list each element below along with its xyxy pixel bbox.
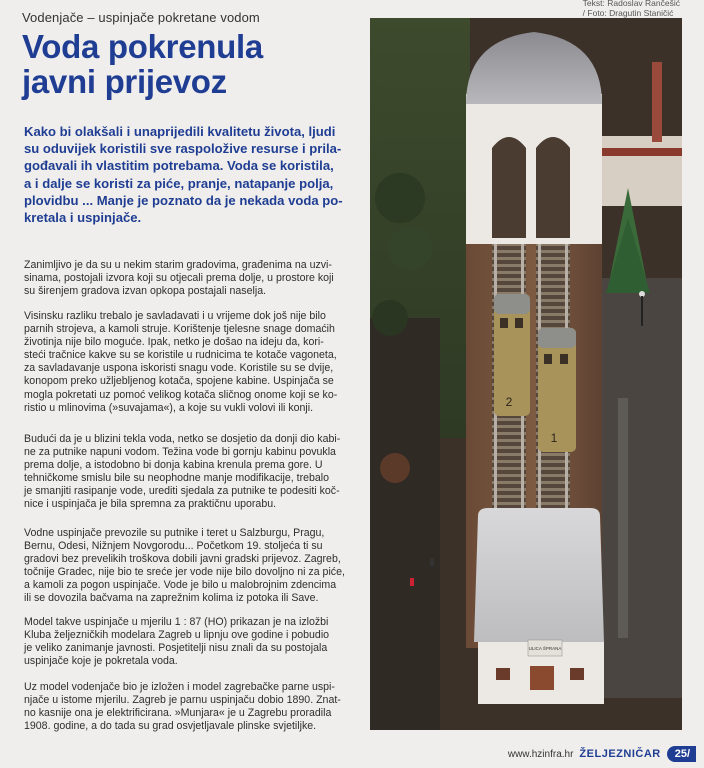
lead-line: kretala i uspinjače.: [24, 210, 142, 226]
station-window: [496, 668, 510, 680]
body-line: Kluba željezničkih modelara Zagreb u lipnju ove godine i pobudio: [24, 629, 330, 642]
upper-arch-left: [492, 137, 526, 238]
bush: [375, 173, 425, 223]
body-line: 1908. godine, a do tada su grad osvjetljavale plinske svjetiljke.: [24, 720, 317, 733]
page-number: 25/: [667, 746, 696, 762]
title-line: Voda pokrenula: [22, 28, 263, 65]
cabin-1-roof: [538, 328, 576, 348]
body-line: ili se dovozila bačvama na zaprežnim kolima iz potoka ili Save.: [24, 592, 319, 605]
body-line: uspinjače koje je pokretala voda.: [24, 655, 178, 668]
body-line: konopom preko užljebljenog kotača, spojene kabine. Uspinjača se: [24, 375, 334, 388]
credit-line: / Foto: Dragutin Staničić: [582, 8, 674, 18]
footer-url[interactable]: www.hzinfra.hr: [507, 748, 574, 760]
upper-arch-right: [536, 137, 570, 238]
magazine-name: ŽELJEZNIČAR: [579, 748, 661, 760]
title-line: javni prijevoz: [22, 63, 227, 100]
body-line: mogla pokretati uz pomoć velikog kotača sličnog onome koji se ko-: [24, 388, 338, 401]
autumn-tree: [380, 453, 410, 483]
sidewalk: [618, 398, 628, 638]
body-line: a kamoli za pogon uspinjače. Vode je bilo u malobrojnim zdencima: [24, 579, 337, 592]
cabin-window: [544, 354, 552, 364]
body-paragraph: [24, 310, 364, 415]
lower-left-ground: [370, 318, 440, 730]
body-line: za savladavanje uspona iskoristi snagu vode. Koristile su se dvije,: [24, 362, 334, 375]
kicker: Vodenjače – uspinjače pokretane vodom: [22, 10, 260, 25]
body-line: Budući da je u blizini tekla voda, netko se dosjetio da donji dio kabi-: [24, 433, 341, 445]
cabin-window: [560, 354, 568, 364]
body-line: Zanimljivo je da su u nekim starim gradovima, građenima na uzvi-: [24, 259, 332, 271]
cabin-2-number: 2: [505, 395, 513, 409]
body-paragraph: [24, 616, 364, 668]
cabin-window: [515, 318, 523, 328]
page-title: [22, 29, 362, 99]
body-line: parnih strojeva, a kamoli struje. Korištenje tjelesne snage domaćih: [24, 323, 335, 336]
body-line: Bernu, Odesi, Nižnjem Novgorodu... Početkom 19. stoljeća ti su: [24, 540, 323, 553]
cabin-window: [500, 318, 508, 328]
body-paragraph: [24, 681, 364, 733]
street-lamp-post: [641, 296, 643, 326]
lead-line: plovidbu ... Manje je poznato da je nekada voda po-: [24, 192, 343, 208]
body-line: Uz model vodenjače bio je izložen i model zagrebačke parne uspi-: [24, 681, 335, 693]
credit-line: Tekst: Radoslav Rančešić: [582, 0, 680, 8]
body-line: no kasnije ona je elektrificirana. »Munjara« je u Zagrebu proradila: [24, 707, 332, 720]
body-line: su širenjem gradova izvan opkopa postajali naselja.: [24, 285, 267, 298]
article-header: [22, 10, 362, 226]
body-line: životinja nije bilo moguće. Ipak, netko je došao na ideju da, kori-: [24, 336, 324, 349]
body-line: tehničkome smislu bile su neophodne manje modifikacije, trebalo: [24, 472, 330, 485]
chimney: [652, 62, 662, 142]
model-photo: [370, 18, 682, 730]
body-line: prema dolje, a istodobno bi donja kabina krenula prema gore. U: [24, 459, 323, 472]
station-window: [570, 668, 584, 680]
body-line: je veliko zanimanje javnosti. Posjetitelji nisu znali da su postojala: [24, 642, 328, 655]
body-line: steći tračnice kakve su se koristile u rudnicima te kotače vagoneta,: [24, 349, 337, 362]
lead-line: a i dalje se koristi za piće, pranje, natapanje polja,: [24, 175, 334, 191]
body-line: sinama, postojali izvora koji su otjecali prema dolje, u prostore koji: [24, 272, 334, 285]
body-line: Model takve uspinjače u mjerilu 1 : 87 (HO) prikazan je na izložbi: [24, 616, 329, 628]
bush: [388, 226, 432, 270]
page-footer: [508, 746, 696, 762]
station-door: [530, 666, 554, 690]
bush: [372, 300, 408, 336]
body-line: ne za putnike napuni vodom. Težina vode bi gornju kabinu povukla: [24, 446, 336, 459]
body-line: je smanjiti rasipanje vode, urediti sjedala za putnike te podesiti koč-: [24, 485, 340, 498]
body-line: točnije Gradec, nije bio te sreće jer vode nije bilo dovoljno ni za piće,: [24, 566, 345, 579]
body-line: ristio u mlinovima (»suvajama«), a koje su vukli volovi ili konji.: [24, 401, 314, 414]
upper-station: [466, 94, 602, 244]
side-building-roof: [602, 148, 682, 156]
lower-station-roof: [474, 508, 604, 642]
lead-line: Kako bi olakšali i unaprijedili kvalitetu života, ljudi: [24, 124, 336, 139]
side-building: [602, 136, 682, 206]
lead-paragraph: [22, 123, 362, 226]
cabin-1-number: 1: [550, 431, 558, 445]
body-line: njače u istome mjerilu. Zagreb je parnu uspinjaču dobio 1890. Znat-: [24, 694, 341, 707]
body-paragraph: [24, 527, 364, 606]
figure: [430, 558, 434, 566]
lead-line: gođavali ih vlastitim potrebama. Voda se koristila,: [24, 158, 334, 174]
body-line: nice i uspinjača je bila spremna za praktičnu uporabu.: [24, 498, 277, 511]
lead-line: su oduvijek koristili sve raspoložive resurse i prila-: [24, 141, 342, 157]
right-street: [600, 278, 682, 698]
body-paragraph: [24, 259, 364, 298]
body-paragraph: [24, 433, 364, 512]
body-line: gradovi bez prevelikih troškova dobili javni gradski prijevoz. Zagreb,: [24, 553, 341, 566]
station-sign-text: ULICA ŠPRANA: [528, 646, 562, 651]
funicular-model-illustration: [370, 18, 682, 730]
body-line: Vodne uspinjače prevozile su putnike i teret u Salzburgu, Pragu,: [24, 527, 325, 539]
body-line: Visinsku razliku trebalo je savladavati i u vrijeme dok još nije bilo: [24, 310, 326, 322]
figure: [410, 578, 414, 586]
photo-credit: [583, 0, 680, 18]
cabin-2-roof: [494, 294, 530, 314]
